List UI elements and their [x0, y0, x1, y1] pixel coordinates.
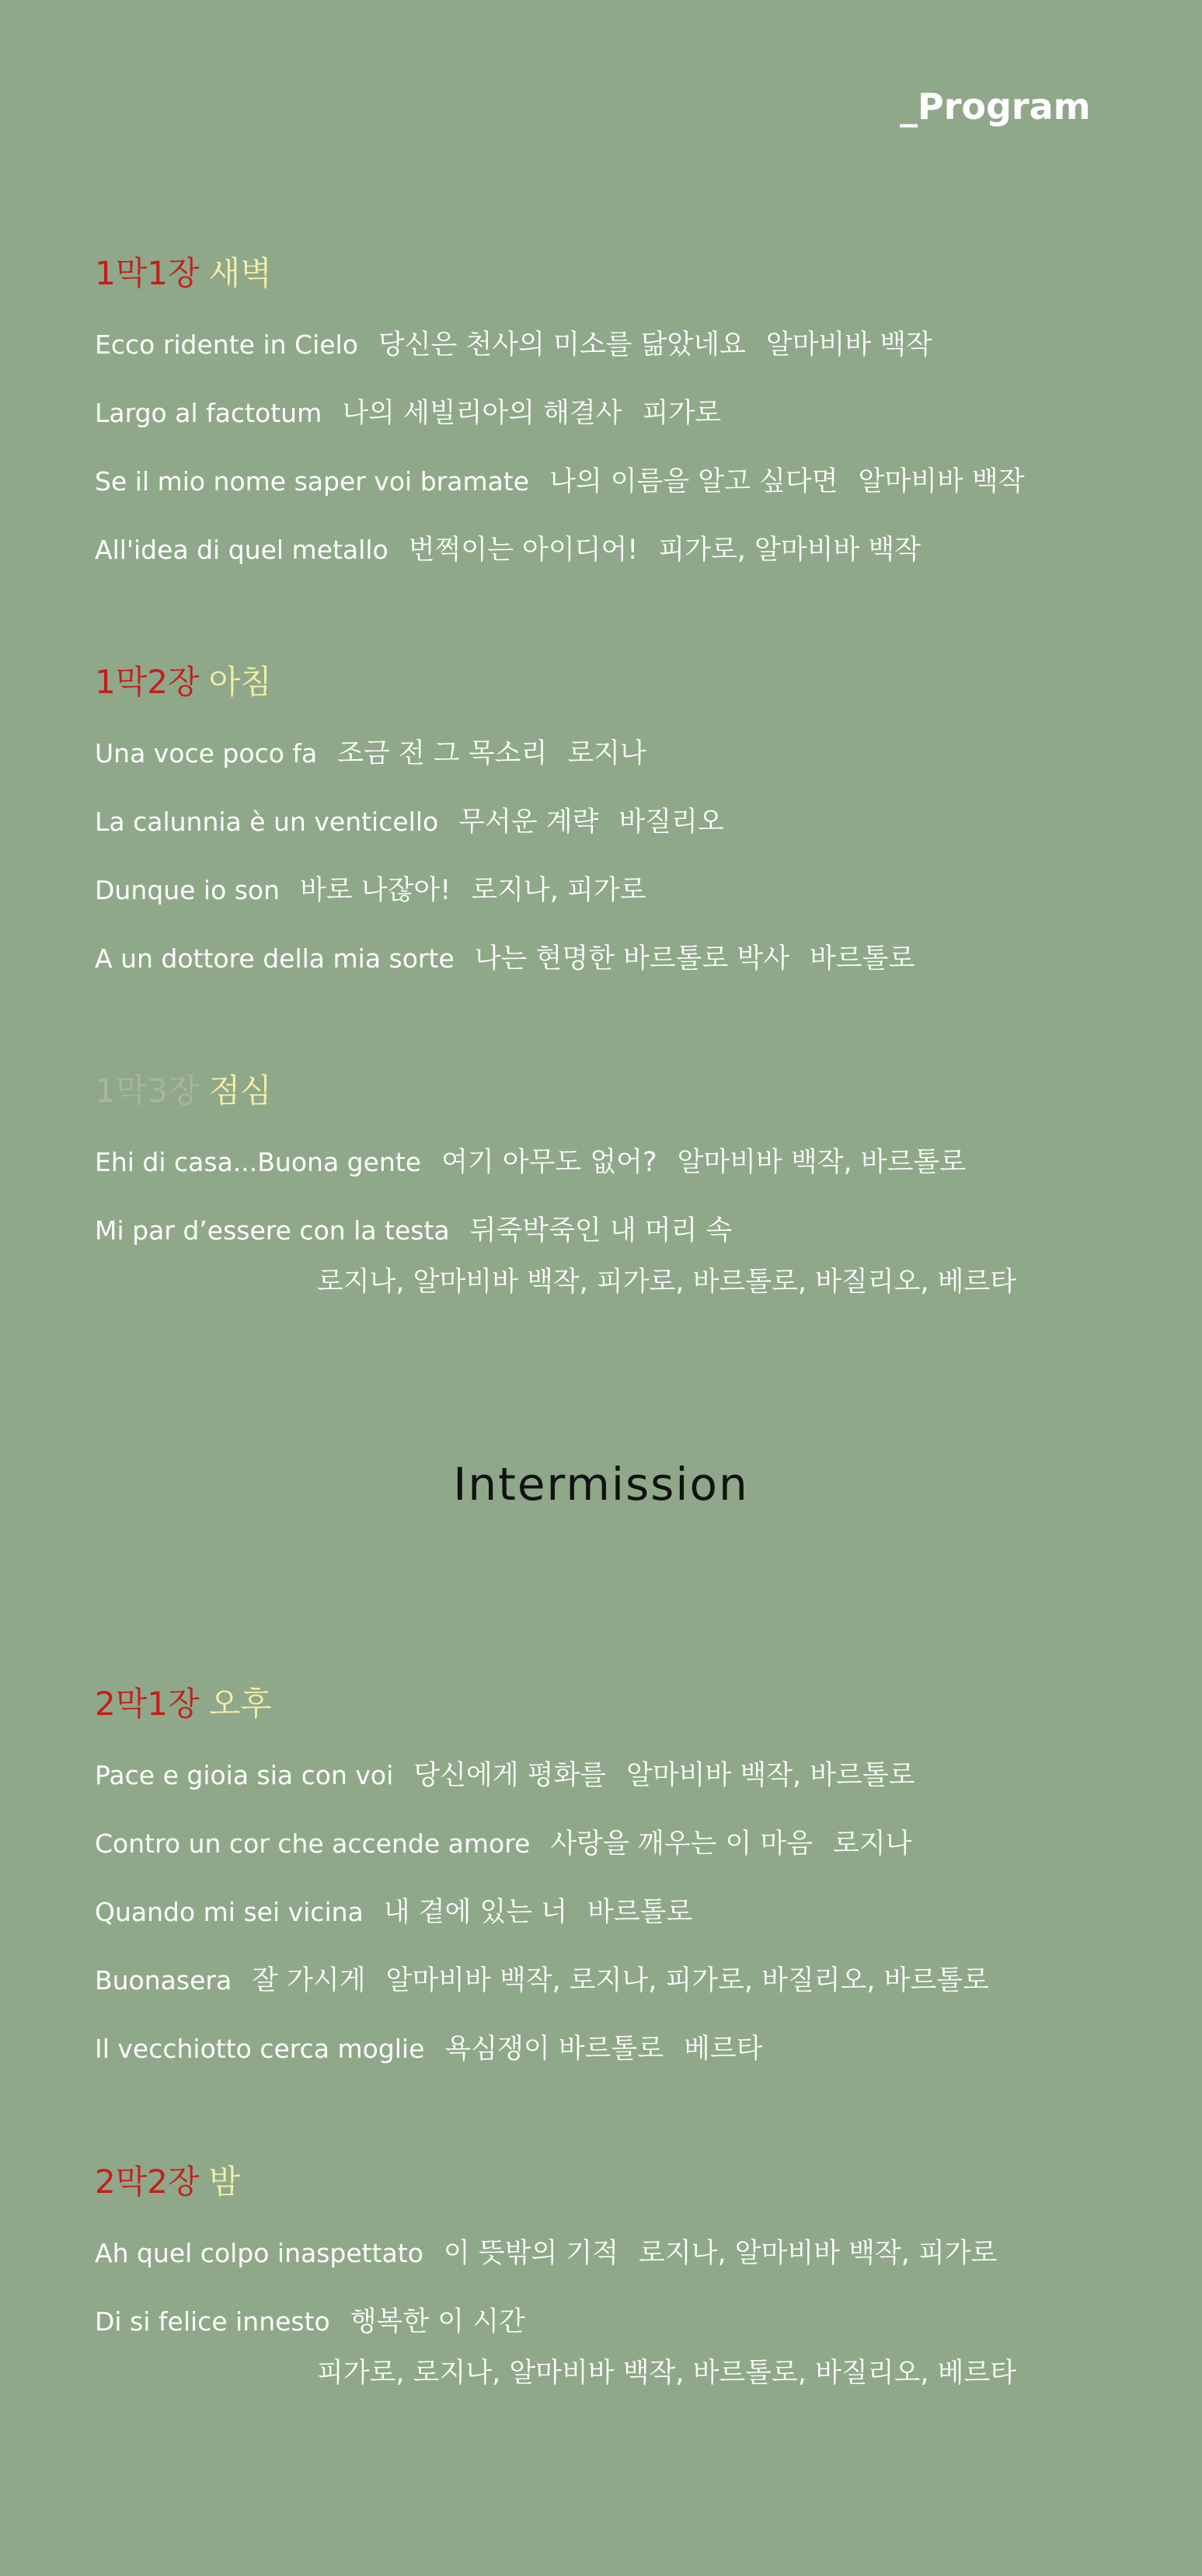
italian-title: Mi par d’essere con la testa [95, 1215, 450, 1246]
cast: 바르톨로 [587, 1897, 693, 1928]
korean-title: 바로 나잖아! [300, 875, 451, 906]
italian-title: Pace e gioia sia con voi [95, 1760, 394, 1790]
song-item [95, 873, 1167, 908]
song-item [95, 2305, 1167, 2390]
cast: 로지나, 알마비바 백작, 피가로 [639, 2238, 998, 2269]
song-item [95, 1214, 1167, 1299]
song-item [95, 1145, 1167, 1180]
section-heading [95, 250, 1167, 297]
italian-title: Di si felice innesto [95, 2306, 330, 2337]
korean-title: 당신에게 평화를 [413, 1760, 607, 1791]
italian-title: Largo al factotum [95, 398, 322, 428]
italian-title: Il vecchiotto cerca moglie [95, 2034, 425, 2064]
cast: 알마비바 백작 [858, 466, 1025, 497]
song-item [95, 328, 1167, 362]
section-1-2 [95, 659, 1167, 976]
cast: 피가로, 로지나, 알마비바 백작, 바르톨로, 바질리오, 베르타 [317, 2358, 1017, 2389]
song-item [95, 805, 1167, 839]
korean-title: 사랑을 깨우는 이 마음 [550, 1828, 814, 1860]
intermission-label: Intermission [453, 1458, 749, 1511]
italian-title: A un dottore della mia sorte [95, 943, 455, 974]
song-item [95, 465, 1167, 499]
korean-title: 욕심쟁이 바르톨로 [444, 2034, 664, 2065]
italian-title: Ehi di casa...Buona gente [95, 1147, 422, 1177]
song-item [95, 2236, 1167, 2271]
song-item [95, 942, 1167, 976]
song-item [95, 737, 1167, 771]
cast: 로지나, 알마비바 백작, 피가로, 바르톨로, 바질리오, 베르타 [317, 1267, 1017, 1298]
cast: 바질리오 [618, 807, 724, 838]
program-title: _Program [900, 85, 1091, 127]
time-label: 오후 [208, 1685, 272, 1723]
italian-title: Quando mi sei vicina [95, 1897, 364, 1927]
italian-title: Una voce poco fa [95, 738, 318, 769]
korean-title: 무서운 계략 [458, 807, 599, 838]
time-label: 아침 [208, 663, 272, 701]
cast: 로지나, 피가로 [471, 875, 646, 906]
cast: 로지나 [567, 738, 646, 769]
act-label: 1막2장 [95, 663, 200, 701]
italian-title: La calunnia è un venticello [95, 807, 439, 837]
section-2-2 [95, 2159, 1167, 2390]
song-item [95, 533, 1167, 567]
song-item [95, 1964, 1167, 1998]
italian-title: Contro un cor che accende amore [95, 1828, 531, 1859]
time-label: 새벽 [208, 254, 272, 292]
song-item [95, 1759, 1167, 1793]
section-heading [95, 1068, 1167, 1114]
act-label: 2막2장 [95, 2163, 200, 2201]
korean-title: 여기 아무도 없어? [441, 1147, 657, 1178]
korean-title: 나는 현명한 바르톨로 박사 [474, 943, 790, 974]
italian-title: All'idea di quel metallo [95, 535, 388, 565]
korean-title: 행복한 이 시간 [350, 2306, 525, 2337]
korean-title: 번쩍이는 아이디어! [408, 535, 639, 566]
cast: 베르타 [684, 2034, 763, 2065]
cast: 피가로, 알마비바 백작 [658, 535, 921, 566]
cast: 피가로 [642, 398, 722, 429]
time-label: 밤 [208, 2163, 241, 2201]
korean-title: 잘 가시게 [252, 1965, 366, 1996]
italian-title: Se il mio nome saper voi bramate [95, 466, 530, 497]
italian-title: Ecco ridente in Cielo [95, 329, 358, 360]
song-item [95, 2032, 1167, 2066]
cast: 바르톨로 [810, 943, 915, 974]
italian-title: Dunque io son [95, 875, 280, 905]
section-2-1 [95, 1681, 1167, 2066]
italian-title: Ah quel colpo inaspettato [95, 2238, 423, 2268]
section-heading [95, 2159, 1167, 2205]
section-1-1 [95, 250, 1167, 567]
section-heading [95, 1681, 1167, 1727]
italian-title: Buonasera [95, 1965, 232, 1996]
korean-title: 조금 전 그 목소리 [337, 738, 548, 769]
act-label: 2막1장 [95, 1685, 200, 1723]
korean-title: 나의 세빌리아의 해결사 [342, 398, 622, 429]
section-1-3 [95, 1068, 1167, 1299]
song-item [95, 1827, 1167, 1861]
song-item [95, 396, 1167, 430]
korean-title: 나의 이름을 알고 싶다면 [549, 466, 838, 497]
korean-title: 뒤죽박죽인 내 머리 속 [469, 1215, 733, 1246]
korean-title: 이 뜻밖의 기적 [443, 2238, 619, 2269]
cast: 로지나 [833, 1828, 912, 1860]
act-label: 1막3장 [95, 1072, 200, 1110]
section-heading [95, 659, 1167, 706]
time-label: 점심 [208, 1072, 272, 1110]
korean-title: 내 곁에 있는 너 [383, 1897, 568, 1928]
cast: 알마비바 백작 [765, 329, 932, 361]
cast: 알마비바 백작, 로지나, 피가로, 바질리오, 바르톨로 [385, 1965, 989, 1996]
korean-title: 당신은 천사의 미소를 닮았네요 [378, 329, 746, 361]
act-label: 1막1장 [95, 254, 200, 292]
cast: 알마비바 백작, 바르톨로 [626, 1760, 915, 1791]
cast: 알마비바 백작, 바르톨로 [677, 1147, 967, 1178]
song-item [95, 1895, 1167, 1929]
